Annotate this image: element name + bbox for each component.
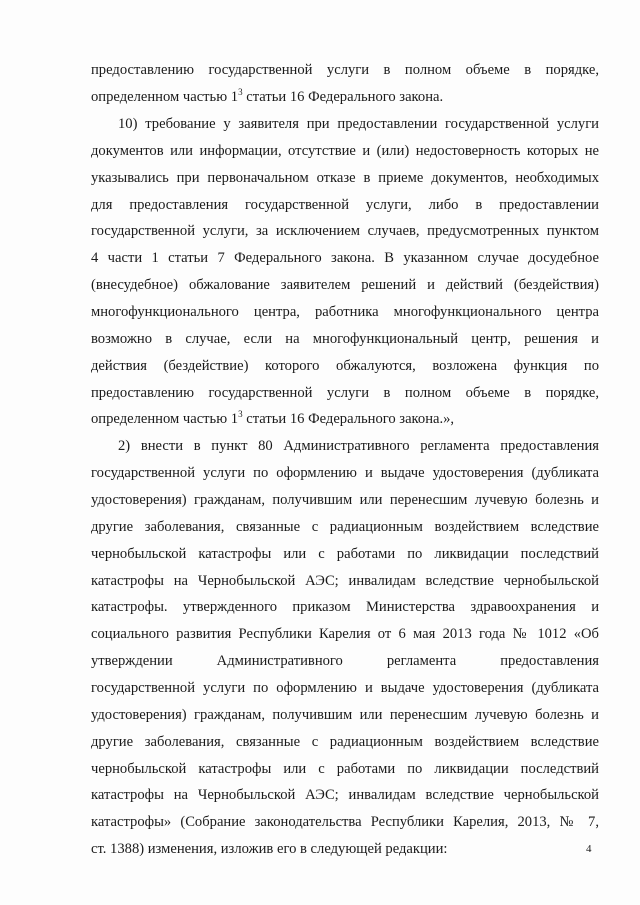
text-line: (внесудебное) обжалование заявителем решений и действий (бездействия) [91,277,599,293]
text-line: государственной услуги, за исключением случаев, предусмотренных пунктом [91,223,599,239]
text-line [91,410,599,428]
text-line: для предоставления государственной услуги, либо в предоставлении [91,197,599,213]
text-line: документов или информации, отсутствие и (или) недостоверность которых не [91,143,599,159]
text-line: другие заболевания, связанные с радиационным воздействием вследствие [91,519,599,535]
text-line: катастрофы на Чернобыльской АЭС; инвалидам вследствие чернобыльской [91,787,599,803]
text-line: действия (бездействие) которого обжалуются, возложена функция по [91,358,599,374]
superscript: 3 [238,409,243,420]
text-line: чернобыльской катастрофы или с работами по ликвидации последствий [91,761,599,777]
text-line: чернобыльской катастрофы или с работами по ликвидации последствий [91,546,599,562]
text-line: государственной услуги по оформлению и выдаче удостоверения (дубликата [91,465,599,481]
text-line: государственной услуги по оформлению и выдаче удостоверения (дубликата [91,680,599,696]
text-line [91,88,599,106]
text-line: указывались при первоначальном отказе в приеме документов, необходимых [91,170,599,186]
text-line: катастрофы на Чернобыльской АЭС; инвалидам вследствие чернобыльской [91,573,599,589]
page-number: 4 [586,843,592,855]
text-line: удостоверения) гражданам, получившим или перенесшим лучевую болезнь и [91,492,599,508]
line-text: статьи 16 Федерального закона. [242,89,444,105]
text-line: многофункционального центра, работника многофункционального центра [91,304,599,320]
paragraph-first-line: 2) внести в пункт 80 Административного регламента предоставления [118,438,599,454]
text-line: 4 части 1 статьи 7 Федерального закона. В указанном случае досудебное [91,250,599,266]
text-line: утверждении Административного регламента предоставления [91,653,599,669]
text-line: другие заболевания, связанные с радиационным воздействием вследствие [91,734,599,750]
text-line: предоставлению государственной услуги в полном объеме в порядке, [91,62,599,78]
line-text: определенном частью 1 [91,89,239,105]
text-line: предоставлению государственной услуги в полном объеме в порядке, [91,385,599,401]
text-line: катастрофы» (Собрание законодательства Республики Карелия, 2013, № 7, [91,814,599,830]
text-line: катастрофы. утвержденного приказом Министерства здравоохранения и [91,599,599,615]
text-line: возможно в случае, если на многофункциональный центр, решения и [91,331,599,347]
paragraph-first-line: 10) требование у заявителя при предоставлении государственной услуги [118,116,599,132]
text-line: социального развития Республики Карелия от 6 мая 2013 года № 1012 «Об [91,626,599,642]
text-line: ст. 1388) изменения, изложив его в следующей редакции: [91,841,448,857]
line-text: определенном частью 1 [91,411,239,427]
line-text: статьи 16 Федерального закона.», [242,411,455,427]
superscript: 3 [238,87,243,98]
text-line: удостоверения) гражданам, получившим или перенесшим лучевую болезнь и [91,707,599,723]
